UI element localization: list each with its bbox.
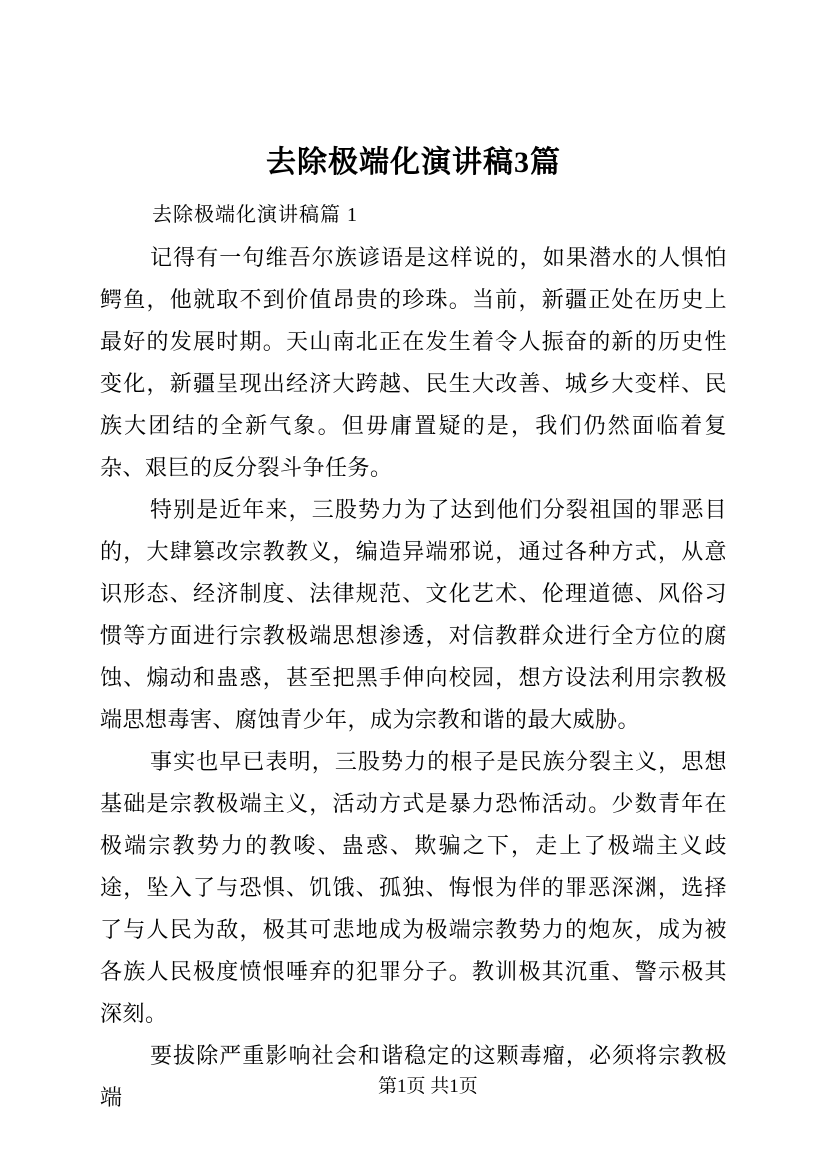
- paragraph: 记得有一句维吾尔族谚语是这样说的，如果潜水的人惧怕鳄鱼，他就取不到价值昂贵的珍珠。当前，新疆正处在历史上最好的发展时期。天山南北正在发生着令人振奋的新的历史性变化，新疆呈现出经济大跨越、民生大改善、城乡大变样、民族大团结的全新气象。但毋庸置疑的是，我们仍然面临着复杂、艰巨的反分裂斗争任务。: [100, 245, 727, 480]
- paragraph: 要拔除严重影响社会和谐稳定的这颗毒瘤，必须将宗教极端: [100, 1043, 727, 1110]
- page-number-indicator: 第1页 共1页: [378, 1076, 478, 1097]
- document-body: [100, 203, 727, 1119]
- paragraph: 特别是近年来，三股势力为了达到他们分裂祖国的罪恶目的，大肆篡改宗教教义，编造异端邪说，通过各种方式，从意识形态、经济制度、法律规范、文化艺术、伦理道德、风俗习惯等方面进行宗教极端思想渗透，对信教群众进行全方位的腐蚀、煽动和蛊惑，甚至把黑手伸向校园，想方设法利用宗教极端思想毒害、腐蚀青少年，成为宗教和谐的最大威胁。: [100, 497, 727, 732]
- document-title: 去除极端化演讲稿3篇: [266, 146, 561, 179]
- paragraph: 事实也早已表明，三股势力的根子是民族分裂主义，思想基础是宗教极端主义，活动方式是暴力恐怖活动。少数青年在极端宗教势力的教唆、蛊惑、欺骗之下，走上了极端主义歧途，坠入了与恐惧、饥饿、孤独、悔恨为伴的罪恶深渊，选择了与人民为敌，极其可悲地成为极端宗教势力的炮灰，成为被各族人民极度愤恨唾弃的犯罪分子。教训极其沉重、警示极其深刻。: [100, 749, 727, 1026]
- section-heading: 去除极端化演讲稿篇 1: [152, 204, 358, 226]
- paragraph-list: [100, 237, 727, 1119]
